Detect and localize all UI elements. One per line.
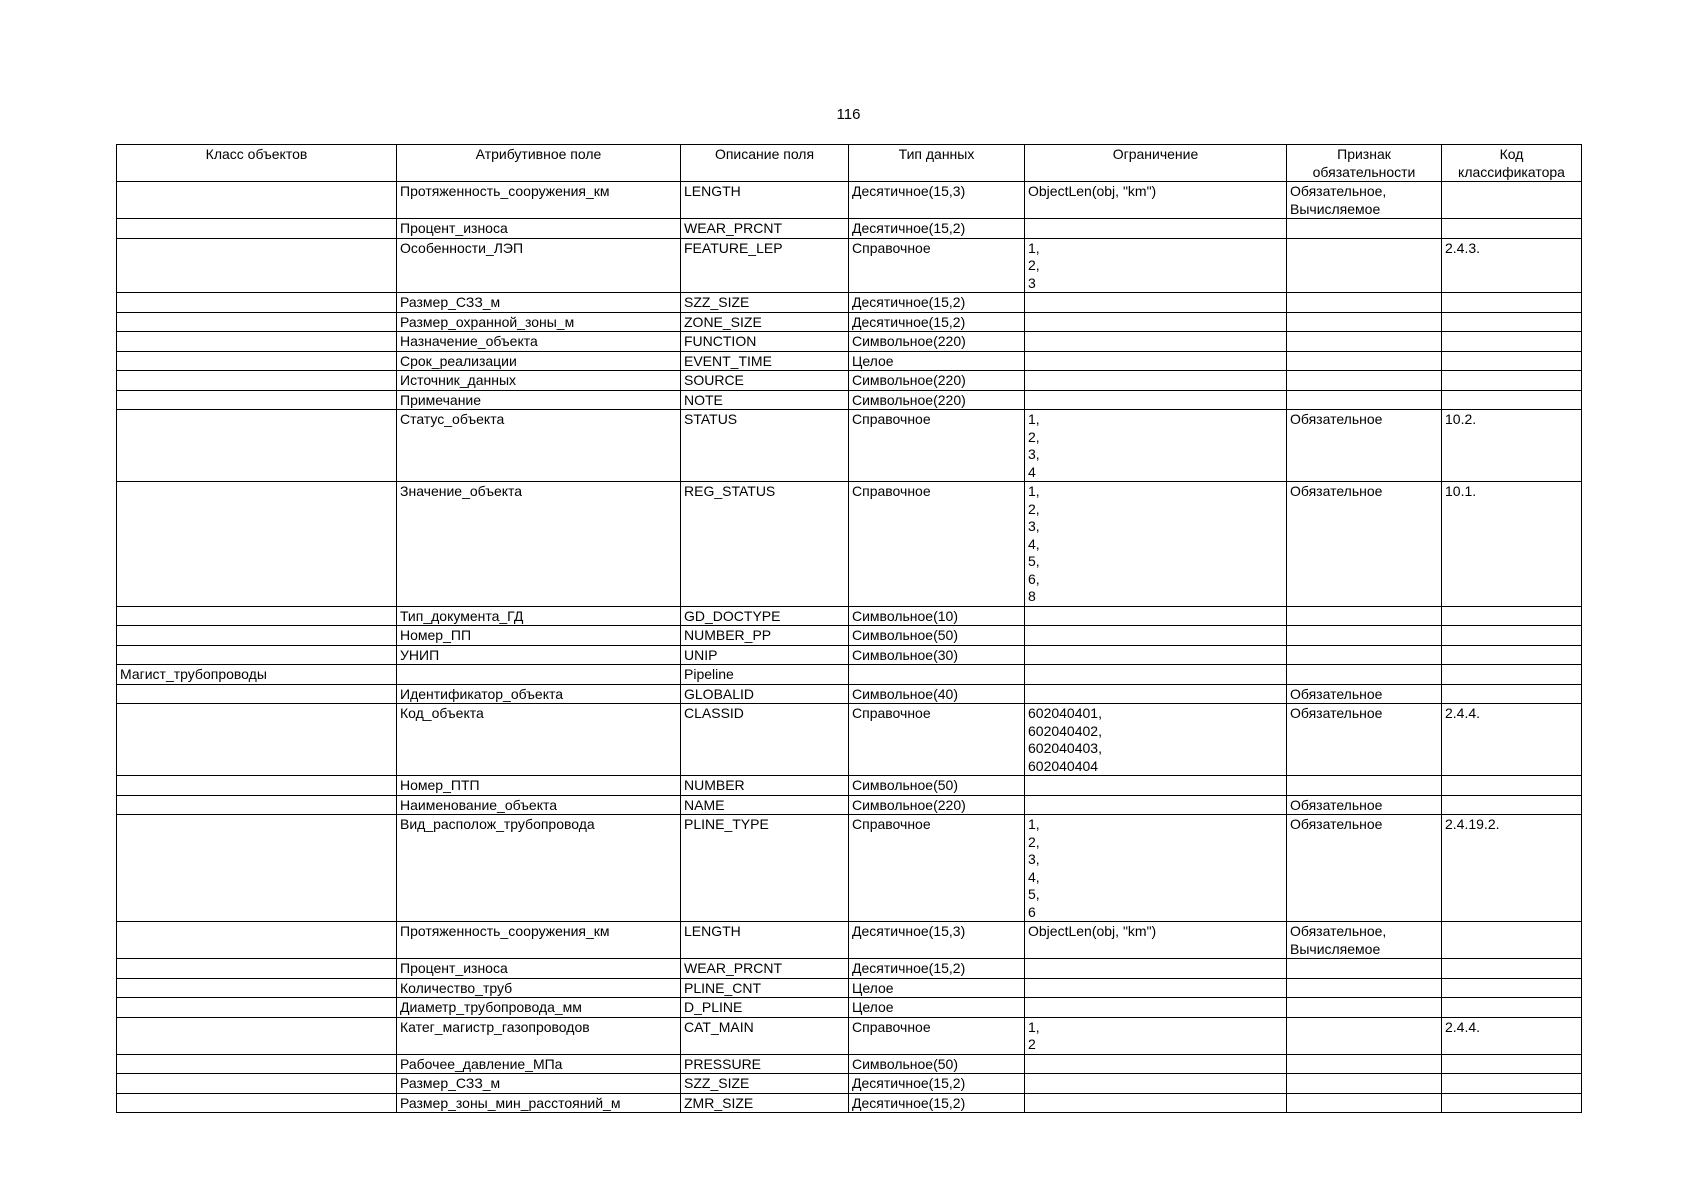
attribute-field-cell: Наименование_объекта [397, 795, 681, 815]
constraint-cell [1025, 312, 1287, 332]
field-description-cell: EVENT_TIME [681, 351, 849, 371]
required-flag-cell: Обязательное [1287, 410, 1442, 482]
field-description-cell: GLOBALID [681, 684, 849, 704]
constraint-cell: 1, 2, 3, 4, 5, 6, 8 [1025, 482, 1287, 607]
object-class-cell [117, 978, 397, 998]
field-description-cell: PRESSURE [681, 1054, 849, 1074]
attribute-field-cell: Особенности_ЛЭП [397, 238, 681, 293]
data-type-cell: Десятичное(15,2) [849, 959, 1025, 979]
object-class-cell [117, 371, 397, 391]
attribute-field-cell: Значение_объекта [397, 482, 681, 607]
constraint-cell [1025, 776, 1287, 796]
classifier-code-cell [1442, 684, 1582, 704]
field-description-cell: SZZ_SIZE [681, 1074, 849, 1094]
constraint-cell [1025, 293, 1287, 313]
required-flag-cell [1287, 645, 1442, 665]
constraint-cell: 1, 2, 3, 4 [1025, 410, 1287, 482]
constraint-cell [1025, 998, 1287, 1018]
table-row [117, 1054, 1582, 1074]
attribute-field-cell: Код_объекта [397, 704, 681, 776]
constraint-cell [1025, 219, 1287, 239]
attribute-field-cell: Тип_документа_ГД [397, 606, 681, 626]
data-type-cell: Справочное [849, 238, 1025, 293]
attribute-field-cell: Рабочее_давление_МПа [397, 1054, 681, 1074]
table-row [117, 795, 1582, 815]
object-class-cell [117, 410, 397, 482]
table-row [117, 645, 1582, 665]
table-row [117, 482, 1582, 607]
field-description-cell: NOTE [681, 390, 849, 410]
required-flag-cell [1287, 1074, 1442, 1094]
required-flag-cell [1287, 626, 1442, 646]
classifier-code-cell: 10.2. [1442, 410, 1582, 482]
required-flag-cell [1287, 959, 1442, 979]
data-type-cell: Символьное(220) [849, 371, 1025, 391]
header-required-flag: Признак обязательности [1287, 145, 1442, 182]
table-row [117, 182, 1582, 219]
classifier-code-cell [1442, 998, 1582, 1018]
constraint-cell: 1, 2, 3, 4, 5, 6 [1025, 815, 1287, 922]
object-class-cell [117, 626, 397, 646]
object-class-cell [117, 293, 397, 313]
classifier-code-cell [1442, 795, 1582, 815]
attribute-field-cell: Вид_располож_трубопровода [397, 815, 681, 922]
classifier-code-cell [1442, 371, 1582, 391]
data-type-cell: Десятичное(15,2) [849, 219, 1025, 239]
data-type-cell: Целое [849, 351, 1025, 371]
field-description-cell: FUNCTION [681, 332, 849, 352]
required-flag-cell [1287, 390, 1442, 410]
required-flag-cell [1287, 665, 1442, 685]
constraint-cell [1025, 351, 1287, 371]
constraint-cell [1025, 684, 1287, 704]
field-description-cell: LENGTH [681, 182, 849, 219]
data-type-cell: Десятичное(15,2) [849, 1074, 1025, 1094]
attribute-field-cell: Срок_реализации [397, 351, 681, 371]
data-type-cell: Десятичное(15,3) [849, 922, 1025, 959]
object-class-cell [117, 219, 397, 239]
constraint-cell [1025, 1054, 1287, 1074]
required-flag-cell [1287, 312, 1442, 332]
object-class-cell [117, 815, 397, 922]
constraint-cell [1025, 371, 1287, 391]
table-row [117, 410, 1582, 482]
attribute-field-cell [397, 665, 681, 685]
classifier-code-cell [1442, 665, 1582, 685]
field-description-cell: GD_DOCTYPE [681, 606, 849, 626]
object-class-cell [117, 684, 397, 704]
required-flag-cell [1287, 219, 1442, 239]
classifier-code-cell [1442, 390, 1582, 410]
required-flag-cell [1287, 293, 1442, 313]
constraint-cell: 1, 2, 3 [1025, 238, 1287, 293]
classifier-code-cell: 10.1. [1442, 482, 1582, 607]
object-class-cell: Магист_трубопроводы [117, 665, 397, 685]
required-flag-cell [1287, 978, 1442, 998]
attribute-field-cell: Назначение_объекта [397, 332, 681, 352]
object-class-cell [117, 390, 397, 410]
attribute-field-cell: Протяженность_сооружения_км [397, 182, 681, 219]
constraint-cell [1025, 606, 1287, 626]
field-description-cell: FEATURE_LEP [681, 238, 849, 293]
data-type-cell: Справочное [849, 1017, 1025, 1054]
object-class-cell [117, 776, 397, 796]
table-row [117, 390, 1582, 410]
field-description-cell: NAME [681, 795, 849, 815]
object-class-cell [117, 1093, 397, 1113]
data-type-cell [849, 665, 1025, 685]
table-row [117, 371, 1582, 391]
constraint-cell: ObjectLen(obj, "km") [1025, 922, 1287, 959]
data-type-cell: Символьное(220) [849, 795, 1025, 815]
required-flag-cell: Обязательное, Вычисляемое [1287, 182, 1442, 219]
header-object-class: Класс объектов [117, 145, 397, 182]
attribute-field-cell: Процент_износа [397, 219, 681, 239]
classifier-code-cell [1442, 776, 1582, 796]
object-class-cell [117, 312, 397, 332]
attribute-field-cell: Размер_СЗЗ_м [397, 1074, 681, 1094]
classifier-code-cell: 2.4.4. [1442, 704, 1582, 776]
constraint-cell [1025, 959, 1287, 979]
header-constraint: Ограничение [1025, 145, 1287, 182]
table-row [117, 238, 1582, 293]
data-type-cell: Символьное(10) [849, 606, 1025, 626]
field-description-cell: REG_STATUS [681, 482, 849, 607]
field-description-cell: ZONE_SIZE [681, 312, 849, 332]
data-type-cell: Символьное(220) [849, 390, 1025, 410]
attribute-field-cell: Размер_охранной_зоны_м [397, 312, 681, 332]
data-type-cell: Справочное [849, 482, 1025, 607]
object-class-cell [117, 704, 397, 776]
required-flag-cell: Обязательное [1287, 684, 1442, 704]
required-flag-cell [1287, 351, 1442, 371]
classifier-code-cell [1442, 351, 1582, 371]
classifier-code-cell [1442, 219, 1582, 239]
table-row [117, 1074, 1582, 1094]
attribute-field-cell: Размер_СЗЗ_м [397, 293, 681, 313]
attribute-field-cell: Источник_данных [397, 371, 681, 391]
constraint-cell [1025, 626, 1287, 646]
classifier-code-cell [1442, 293, 1582, 313]
field-description-cell: UNIP [681, 645, 849, 665]
field-description-cell: NUMBER [681, 776, 849, 796]
required-flag-cell [1287, 776, 1442, 796]
data-type-cell: Справочное [849, 410, 1025, 482]
constraint-cell [1025, 795, 1287, 815]
constraint-cell [1025, 1093, 1287, 1113]
data-type-cell: Справочное [849, 815, 1025, 922]
classifier-code-cell [1442, 959, 1582, 979]
attribute-field-cell: Диаметр_трубопровода_мм [397, 998, 681, 1018]
object-class-cell [117, 482, 397, 607]
object-class-cell [117, 182, 397, 219]
classifier-code-cell: 2.4.4. [1442, 1017, 1582, 1054]
classifier-code-cell: 2.4.19.2. [1442, 815, 1582, 922]
data-type-cell: Десятичное(15,2) [849, 312, 1025, 332]
table-row [117, 1093, 1582, 1113]
object-class-cell [117, 645, 397, 665]
object-class-cell [117, 998, 397, 1018]
object-class-cell [117, 1017, 397, 1054]
data-type-cell: Символьное(50) [849, 626, 1025, 646]
field-description-cell: NUMBER_PP [681, 626, 849, 646]
classifier-code-cell [1442, 645, 1582, 665]
data-type-cell: Символьное(220) [849, 332, 1025, 352]
field-description-cell: LENGTH [681, 922, 849, 959]
table-row [117, 978, 1582, 998]
constraint-cell [1025, 332, 1287, 352]
required-flag-cell [1287, 1017, 1442, 1054]
classifier-code-cell [1442, 312, 1582, 332]
header-field-description: Описание поля [681, 145, 849, 182]
data-type-cell: Десятичное(15,2) [849, 1093, 1025, 1113]
data-type-cell: Десятичное(15,3) [849, 182, 1025, 219]
table-row [117, 922, 1582, 959]
required-flag-cell: Обязательное [1287, 795, 1442, 815]
object-class-cell [117, 351, 397, 371]
page-number: 116 [836, 106, 861, 123]
object-class-cell [117, 922, 397, 959]
constraint-cell: 1, 2 [1025, 1017, 1287, 1054]
data-type-cell: Символьное(30) [849, 645, 1025, 665]
table-row [117, 665, 1582, 685]
data-type-cell: Целое [849, 998, 1025, 1018]
classifier-code-cell [1442, 182, 1582, 219]
field-description-cell: PLINE_CNT [681, 978, 849, 998]
attribute-field-cell: Номер_ПТП [397, 776, 681, 796]
table-row [117, 332, 1582, 352]
attribute-field-cell: Процент_износа [397, 959, 681, 979]
table-row [117, 959, 1582, 979]
table-row [117, 776, 1582, 796]
attribute-field-cell: Примечание [397, 390, 681, 410]
object-class-cell [117, 959, 397, 979]
attribute-field-cell: УНИП [397, 645, 681, 665]
table-row [117, 312, 1582, 332]
header-attribute-field: Атрибутивное поле [397, 145, 681, 182]
required-flag-cell [1287, 1093, 1442, 1113]
attribute-field-cell: Номер_ПП [397, 626, 681, 646]
required-flag-cell [1287, 371, 1442, 391]
table-body [117, 182, 1582, 1113]
table-row [117, 351, 1582, 371]
classifier-code-cell [1442, 332, 1582, 352]
required-flag-cell: Обязательное [1287, 704, 1442, 776]
required-flag-cell [1287, 238, 1442, 293]
classifier-code-cell [1442, 1093, 1582, 1113]
object-class-cell [117, 332, 397, 352]
required-flag-cell [1287, 1054, 1442, 1074]
attributes-table [116, 144, 1582, 1113]
attribute-field-cell: Количество_труб [397, 978, 681, 998]
attribute-field-cell: Протяженность_сооружения_км [397, 922, 681, 959]
data-type-cell: Справочное [849, 704, 1025, 776]
data-type-cell: Символьное(50) [849, 1054, 1025, 1074]
table-header-row [117, 145, 1582, 182]
classifier-code-cell [1442, 606, 1582, 626]
data-type-cell: Символьное(40) [849, 684, 1025, 704]
table-row [117, 704, 1582, 776]
object-class-cell [117, 1054, 397, 1074]
data-type-cell: Символьное(50) [849, 776, 1025, 796]
table-row [117, 998, 1582, 1018]
table-row [117, 684, 1582, 704]
table-row [117, 815, 1582, 922]
table-row [117, 293, 1582, 313]
classifier-code-cell: 2.4.3. [1442, 238, 1582, 293]
field-description-cell: D_PLINE [681, 998, 849, 1018]
object-class-cell [117, 606, 397, 626]
object-class-cell [117, 795, 397, 815]
field-description-cell: CLASSID [681, 704, 849, 776]
required-flag-cell [1287, 606, 1442, 626]
field-description-cell: CAT_MAIN [681, 1017, 849, 1054]
table-row [117, 219, 1582, 239]
required-flag-cell [1287, 998, 1442, 1018]
attribute-field-cell: Идентификатор_объекта [397, 684, 681, 704]
table-row [117, 626, 1582, 646]
required-flag-cell: Обязательное, Вычисляемое [1287, 922, 1442, 959]
constraint-cell [1025, 978, 1287, 998]
constraint-cell [1025, 665, 1287, 685]
classifier-code-cell [1442, 922, 1582, 959]
attribute-field-cell: Катег_магистр_газопроводов [397, 1017, 681, 1054]
field-description-cell: SOURCE [681, 371, 849, 391]
constraint-cell [1025, 390, 1287, 410]
object-class-cell [117, 238, 397, 293]
field-description-cell: ZMR_SIZE [681, 1093, 849, 1113]
required-flag-cell: Обязательное [1287, 815, 1442, 922]
classifier-code-cell [1442, 1074, 1582, 1094]
data-type-cell: Десятичное(15,2) [849, 293, 1025, 313]
constraint-cell: 602040401, 602040402, 602040403, 602040404 [1025, 704, 1287, 776]
required-flag-cell: Обязательное [1287, 482, 1442, 607]
field-description-cell: SZZ_SIZE [681, 293, 849, 313]
constraint-cell [1025, 1074, 1287, 1094]
field-description-cell: Pipeline [681, 665, 849, 685]
field-description-cell: WEAR_PRCNT [681, 219, 849, 239]
data-type-cell: Целое [849, 978, 1025, 998]
classifier-code-cell [1442, 626, 1582, 646]
field-description-cell: STATUS [681, 410, 849, 482]
header-classifier-code: Код классификатора [1442, 145, 1582, 182]
field-description-cell: WEAR_PRCNT [681, 959, 849, 979]
required-flag-cell [1287, 332, 1442, 352]
table-row [117, 1017, 1582, 1054]
constraint-cell: ObjectLen(obj, "km") [1025, 182, 1287, 219]
table-row [117, 606, 1582, 626]
classifier-code-cell [1442, 978, 1582, 998]
constraint-cell [1025, 645, 1287, 665]
object-class-cell [117, 1074, 397, 1094]
classifier-code-cell [1442, 1054, 1582, 1074]
field-description-cell: PLINE_TYPE [681, 815, 849, 922]
attribute-field-cell: Статус_объекта [397, 410, 681, 482]
attribute-field-cell: Размер_зоны_мин_расстояний_м [397, 1093, 681, 1113]
header-data-type: Тип данных [849, 145, 1025, 182]
